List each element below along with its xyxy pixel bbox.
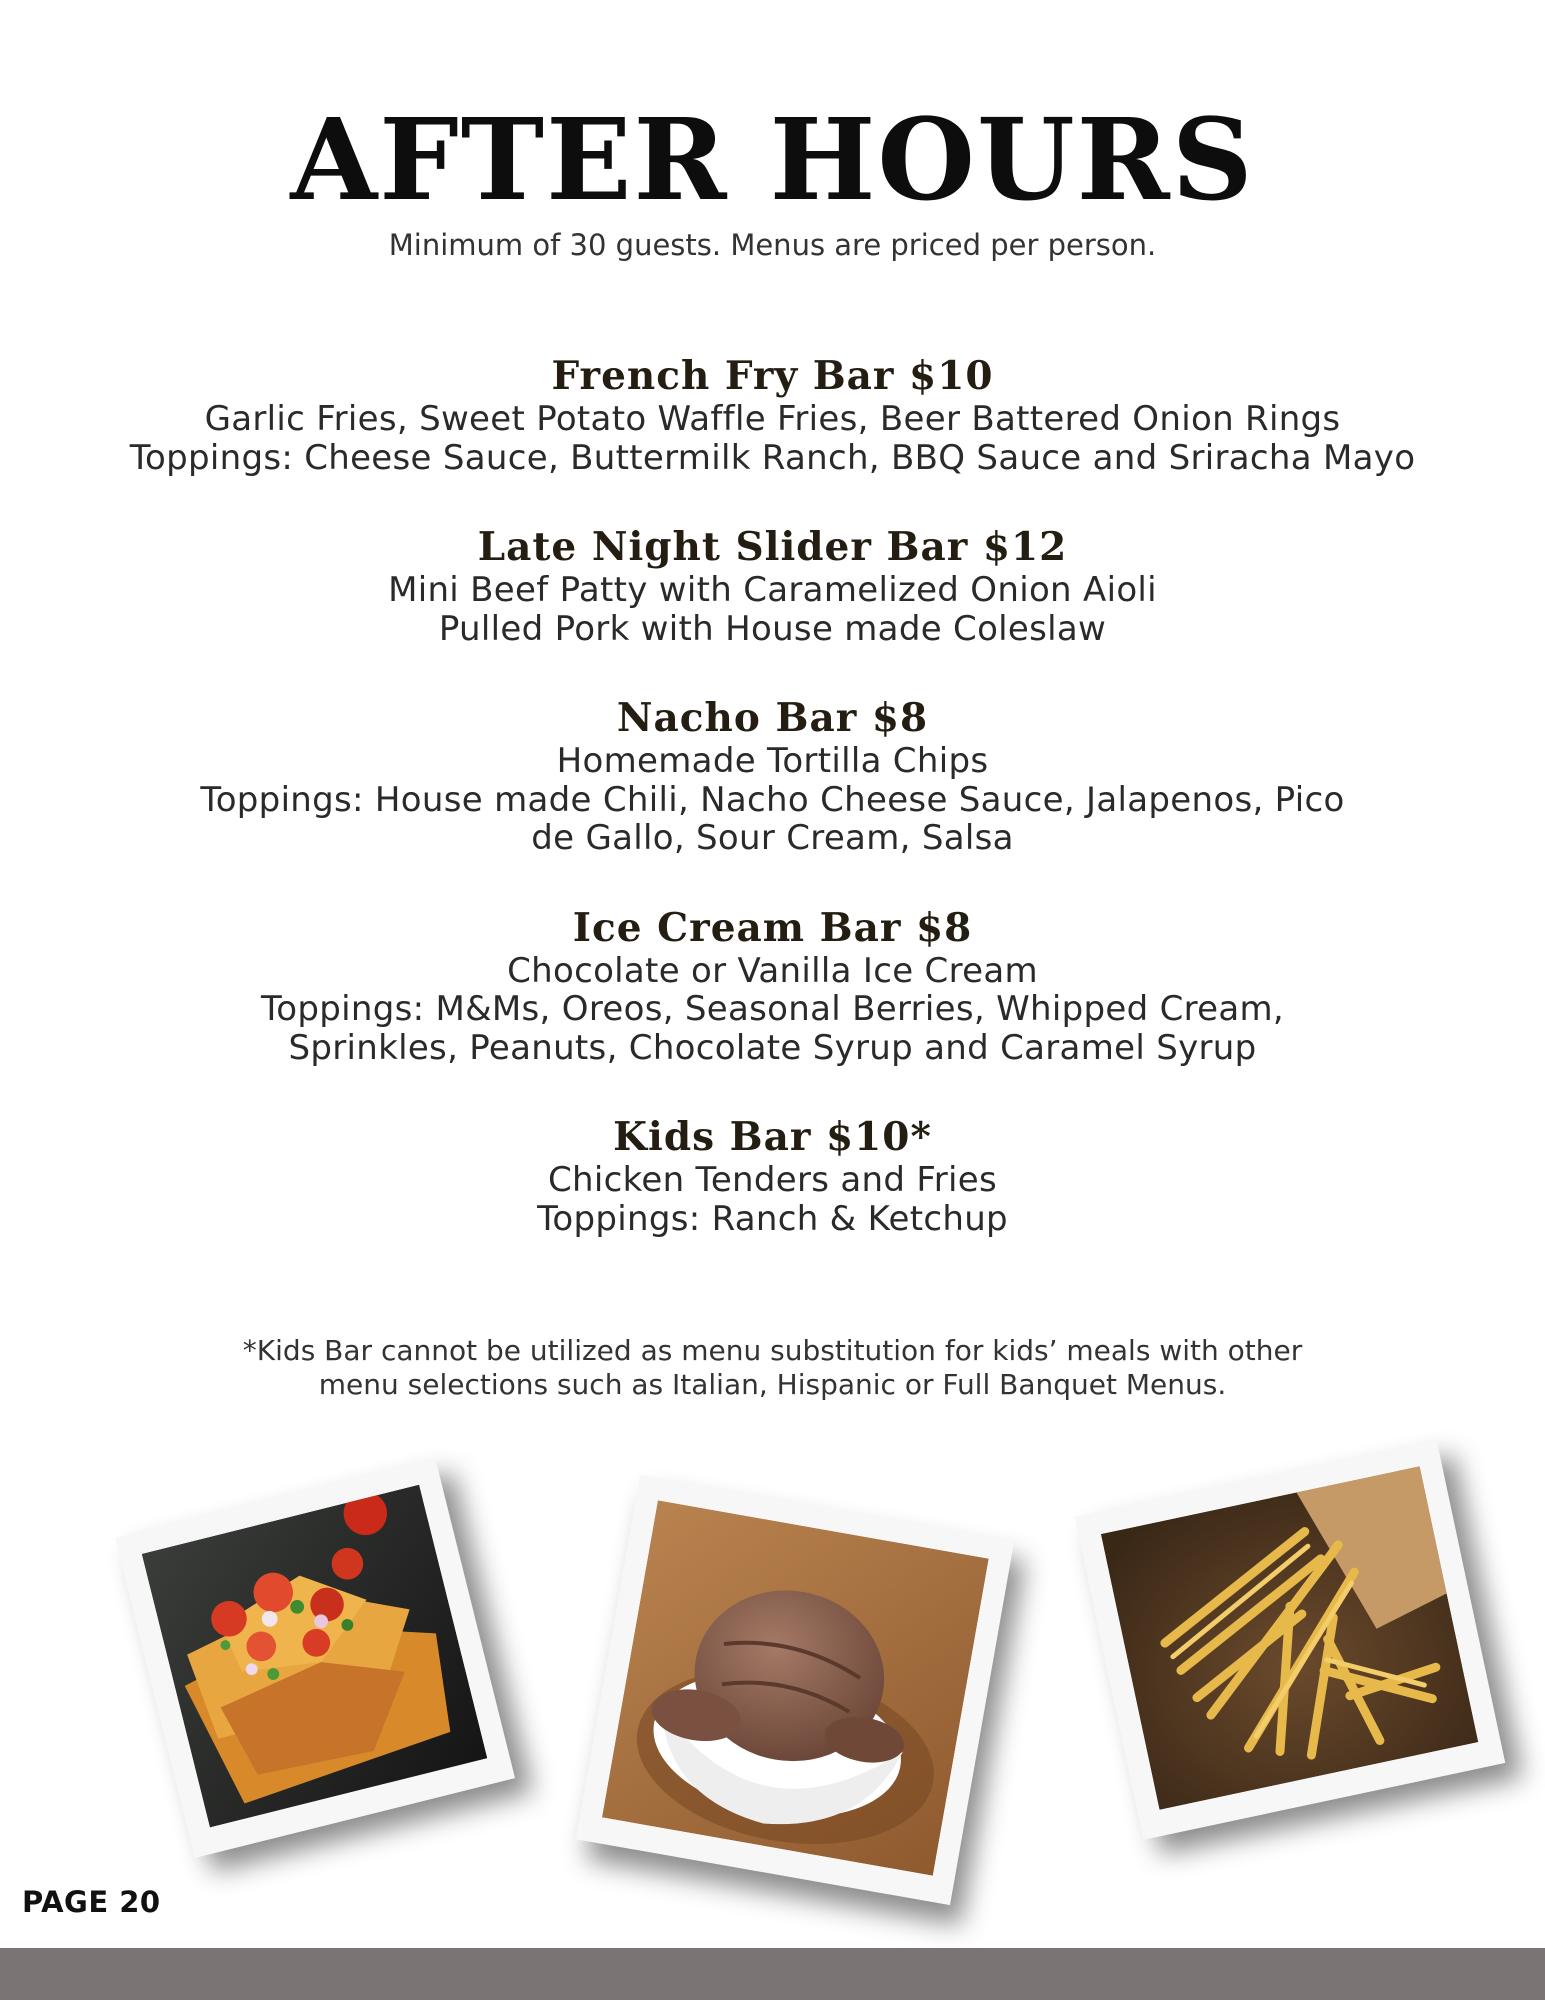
fries-photo xyxy=(1075,1440,1506,1840)
section-heading: French Fry Bar $10 xyxy=(551,353,994,399)
section-line: Garlic Fries, Sweet Potato Waffle Fries, Beer Battered Onion Rings xyxy=(204,399,1341,439)
section-line: Toppings: Ranch & Ketchup xyxy=(537,1198,1008,1239)
page-subtitle: Minimum of 30 guests. Menus are priced per person. xyxy=(388,228,1157,262)
note-line: menu selections such as Italian, Hispanic or Full Banquet Menus. xyxy=(318,1368,1227,1401)
kids-bar-note xyxy=(120,1334,1425,1402)
note-line: *Kids Bar cannot be utilized as menu substitution for kids’ meals with other xyxy=(242,1334,1303,1367)
nachos-image xyxy=(142,1485,488,1828)
section-line: Toppings: House made Chili, Nacho Cheese Sauce, Jalapenos, Pico xyxy=(200,779,1345,820)
section-line: Mini Beef Patty with Caramelized Onion Aioli xyxy=(388,570,1157,610)
section-line: Toppings: Cheese Sauce, Buttermilk Ranch, BBQ Sauce and Sriracha Mayo xyxy=(129,437,1416,478)
footer-bar xyxy=(0,1948,1545,2000)
section-line: Toppings: M&Ms, Oreos, Seasonal Berries, Whipped Cream, xyxy=(260,989,1285,1029)
menu-sections xyxy=(80,352,1465,1284)
section-line: Sprinkles, Peanuts, Chocolate Syrup and Caramel Syrup xyxy=(288,1027,1257,1068)
ice-cream-image xyxy=(602,1500,989,1875)
section-heading: Nacho Bar $8 xyxy=(616,695,929,741)
page-title: AFTER HOURS xyxy=(290,95,1255,226)
section-nacho-bar xyxy=(80,694,1465,858)
section-kids-bar xyxy=(80,1113,1465,1238)
section-line: de Gallo, Sour Cream, Salsa xyxy=(531,818,1014,858)
ice-cream-photo xyxy=(576,1475,1014,1905)
section-line: Chicken Tenders and Fries xyxy=(547,1160,998,1200)
section-heading: Ice Cream Bar $8 xyxy=(572,904,973,951)
section-line: Pulled Pork with House made Coleslaw xyxy=(438,608,1107,649)
nachos-photo xyxy=(115,1458,515,1858)
section-line: Chocolate or Vanilla Ice Cream xyxy=(507,950,1038,991)
section-line: Homemade Tortilla Chips xyxy=(556,741,989,781)
section-heading: Kids Bar $10* xyxy=(613,1114,932,1160)
section-ice-cream-bar xyxy=(80,904,1465,1068)
page-number: PAGE 20 xyxy=(22,1885,161,1919)
fries-image xyxy=(1101,1466,1479,1810)
section-french-fry-bar xyxy=(80,352,1465,477)
section-heading: Late Night Slider Bar $12 xyxy=(477,524,1068,570)
section-slider-bar xyxy=(80,523,1465,648)
